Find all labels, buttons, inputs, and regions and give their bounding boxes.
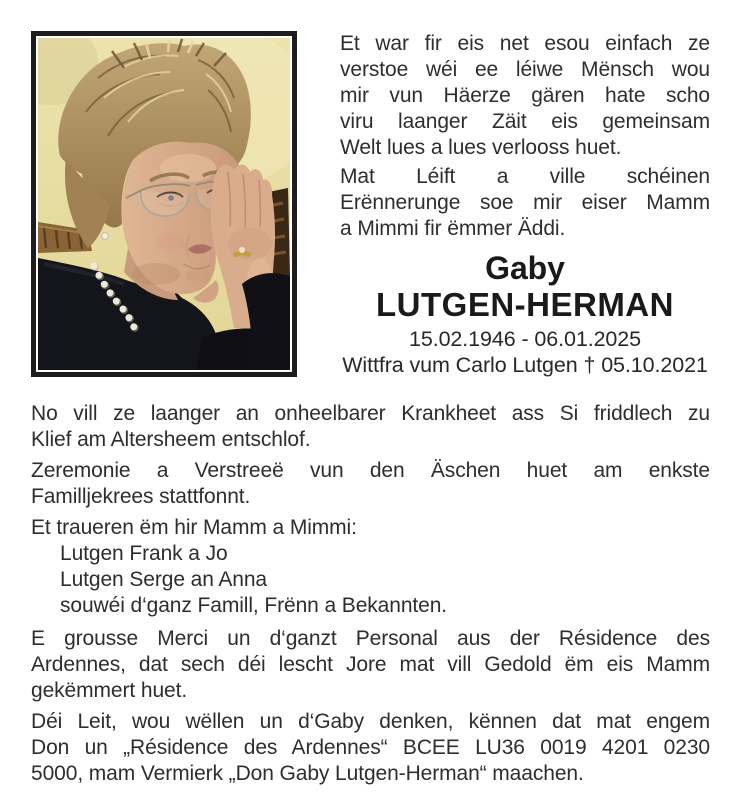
deceased-last-name: LUTGEN-HERMAN: [376, 286, 674, 323]
pearl-earring: [102, 233, 109, 240]
mourners-block: [31, 515, 710, 619]
eulogy-paragraph-1: Et war fir eis net esou einfach ze verstoe wéi ee léiwe Mënsch wou mir vun Häerze gären hate scho viru laanger Zäit eis gemeinsam Welt lues a lues verlooss huet.: [340, 32, 710, 159]
thanks-paragraph: E grousse Merci un d‘ganzt Personal aus der Résidence des Ardennes, dat sech déi lescht Jore mat vill Gedold ëm eis Mamm gekëmmert huet.: [31, 627, 710, 702]
mourner-item: souwéi d‘ganz Famill, Frënn a Bekannten.: [60, 594, 448, 617]
eulogy-paragraph-2: Mat Léift a ville schéinen Erënnerunge soe mir eiser Mamm a Mimmi fir ëmmer Äddi.: [340, 165, 710, 240]
mourner-item: Lutgen Serge an Anna: [60, 568, 268, 591]
widow-line: Wittfra vum Carlo Lutgen † 05.10.2021: [342, 353, 708, 377]
mourners-intro: Et traueren ëm hir Mamm a Mimmi:: [31, 516, 357, 539]
deceased-name-block: [340, 250, 710, 378]
mourner-item: Lutgen Frank a Jo: [60, 542, 228, 565]
portrait-illustration: [38, 38, 290, 370]
portrait-photo-frame: [31, 31, 297, 377]
deceased-dates: 15.02.1946 - 06.01.2025: [408, 327, 642, 351]
announcement-section: [31, 401, 710, 787]
eulogy-column: [340, 31, 710, 378]
donation-paragraph: Déi Leit, wou wëllen un d‘Gaby denken, kënnen dat mat engem Don un „Résidence des Ardennes“ BCEE LU36 0019 4201 0230 5000, mam Vermierk „Don Gaby Lutgen-Herman“ maachen.: [31, 710, 710, 785]
announcement-paragraph-1: No vill ze laanger an onheelbarer Krankheet ass Si friddlech zu Klief am Altersheem entschlof.: [31, 402, 710, 451]
announcement-paragraph-2: Zeremonie a Verstreeë vun den Äschen huet am enkste Familljekrees stattfonnt.: [31, 459, 710, 508]
top-section: [0, 0, 730, 377]
deceased-first-name: Gaby: [485, 250, 565, 286]
